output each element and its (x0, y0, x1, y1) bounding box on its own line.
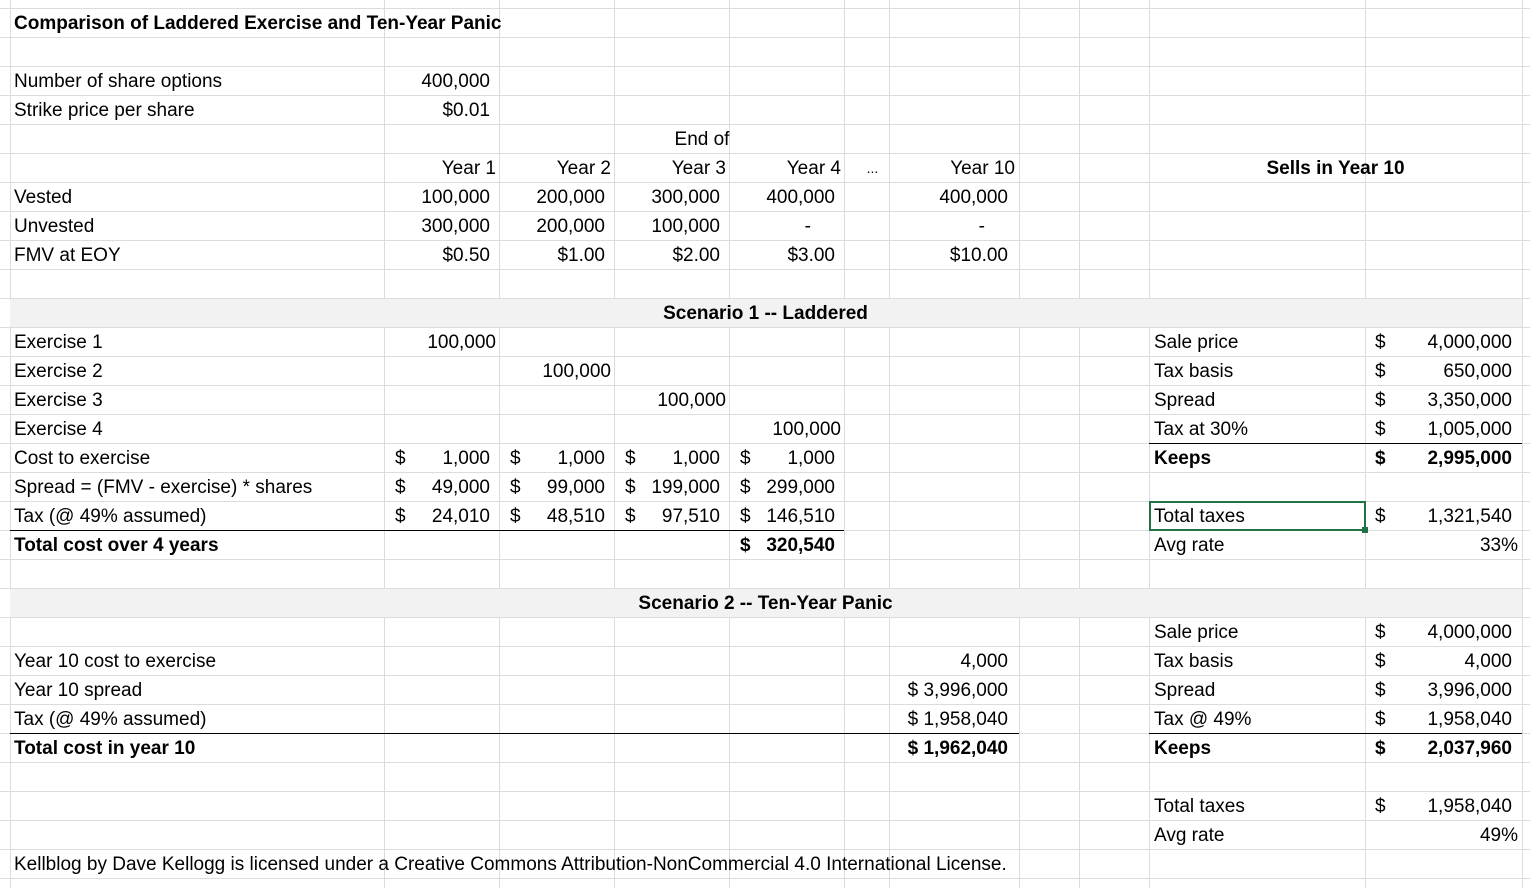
spread-value[interactable]: 299,000 (766, 477, 835, 498)
sale-value[interactable]: 650,000 (1443, 361, 1512, 382)
grid-column-line (499, 0, 500, 888)
input-label[interactable]: Number of share options (14, 71, 223, 92)
currency-symbol: $ (1375, 651, 1386, 672)
avg-rate-label[interactable]: Avg rate (1154, 825, 1225, 846)
keeps-value[interactable]: 2,995,000 (1427, 448, 1512, 469)
currency-symbol: $ (740, 477, 751, 498)
year-header[interactable]: Year 3 (671, 158, 726, 179)
tax-value[interactable]: 48,510 (546, 506, 605, 527)
unvested-value[interactable]: - (804, 216, 811, 237)
currency-symbol: $ (510, 477, 521, 498)
grid-column-line (1079, 0, 1080, 888)
currency-symbol: $ (740, 448, 751, 469)
unvested-value[interactable]: 200,000 (536, 216, 605, 237)
end-of-label[interactable]: End of (674, 129, 730, 150)
currency-symbol: $ (1375, 709, 1386, 730)
sale-label[interactable]: Spread (1154, 680, 1216, 701)
input-value[interactable]: $0.01 (442, 100, 490, 121)
year10-spread-value[interactable]: $ 3,996,000 (907, 680, 1008, 701)
cost-to-exercise-value[interactable]: 1,000 (672, 448, 720, 469)
exercise-label[interactable]: Exercise 3 (14, 390, 103, 411)
avg-rate-value[interactable]: 49% (1479, 825, 1518, 846)
currency-symbol: $ (395, 448, 406, 469)
sale-value[interactable]: 4,000 (1464, 651, 1512, 672)
scenario-2-heading[interactable]: Scenario 2 -- Ten-Year Panic (638, 593, 893, 614)
vested-value[interactable]: 300,000 (651, 187, 720, 208)
total-cost-value[interactable]: 320,540 (766, 535, 835, 556)
unvested-value[interactable]: 300,000 (421, 216, 490, 237)
sale-label[interactable]: Tax basis (1154, 361, 1234, 382)
year10-cost-label[interactable]: Year 10 cost to exercise (14, 651, 217, 672)
sale-label[interactable]: Spread (1154, 390, 1216, 411)
total-taxes-value[interactable]: 1,958,040 (1427, 796, 1512, 817)
fill-handle[interactable] (1362, 527, 1368, 533)
currency-symbol: $ (1375, 622, 1386, 643)
cost-to-exercise-value[interactable]: 1,000 (557, 448, 605, 469)
currency-symbol: $ (1375, 332, 1386, 353)
vested-value[interactable]: 200,000 (536, 187, 605, 208)
exercise-value[interactable]: 100,000 (427, 332, 496, 353)
total-taxes-label[interactable]: Total taxes (1154, 506, 1245, 527)
exercise-label[interactable]: Exercise 4 (14, 419, 103, 440)
currency-symbol: $ (740, 535, 751, 556)
currency-symbol: $ (1375, 390, 1386, 411)
year10-cost-value[interactable]: 4,000 (960, 651, 1008, 672)
fmv-value[interactable]: $2.00 (672, 245, 720, 266)
cost-to-exercise-value[interactable]: 1,000 (442, 448, 490, 469)
spread-value[interactable]: 49,000 (431, 477, 490, 498)
grid-column-line (1149, 0, 1150, 888)
year10-tax-value[interactable]: $ 1,958,040 (907, 709, 1008, 730)
spread-label[interactable]: Spread = (FMV - exercise) * shares (14, 477, 313, 498)
input-label[interactable]: Strike price per share (14, 100, 195, 121)
currency-symbol: $ (510, 448, 521, 469)
exercise-label[interactable]: Exercise 2 (14, 361, 103, 382)
sale-value[interactable]: 1,958,040 (1427, 709, 1512, 730)
currency-symbol: $ (1375, 738, 1386, 759)
keeps-label[interactable]: Keeps (1154, 738, 1212, 759)
sale-value[interactable]: 3,996,000 (1427, 680, 1512, 701)
spread-value[interactable]: 199,000 (651, 477, 720, 498)
year-header[interactable]: Year 10 (950, 158, 1015, 179)
avg-rate-value[interactable]: 33% (1479, 535, 1518, 556)
sale-value[interactable]: 3,350,000 (1427, 390, 1512, 411)
fmv-value[interactable]: $3.00 (787, 245, 835, 266)
fmv-value[interactable]: $1.00 (557, 245, 605, 266)
total-taxes-label[interactable]: Total taxes (1154, 796, 1245, 817)
exercise-value[interactable]: 100,000 (772, 419, 841, 440)
year10-total-label[interactable]: Total cost in year 10 (14, 738, 196, 759)
year10-total-value[interactable]: $ 1,962,040 (907, 738, 1008, 759)
unvested-value[interactable]: 100,000 (651, 216, 720, 237)
grid-column-line (1522, 0, 1523, 888)
sale-label[interactable]: Sale price (1154, 332, 1239, 353)
vested-label[interactable]: Vested (14, 187, 73, 208)
keeps-value[interactable]: 2,037,960 (1427, 738, 1512, 759)
sells-in-year-10-header[interactable]: Sells in Year 10 (1266, 158, 1405, 179)
vested-value[interactable]: 100,000 (421, 187, 490, 208)
avg-rate-label[interactable]: Avg rate (1154, 535, 1225, 556)
year-header[interactable]: Year 1 (441, 158, 496, 179)
currency-symbol: $ (1375, 506, 1386, 527)
year-header[interactable]: Year 2 (556, 158, 611, 179)
total-cost-label[interactable]: Total cost over 4 years (14, 535, 219, 556)
fmv-label[interactable]: FMV at EOY (14, 245, 121, 266)
vested-value[interactable]: 400,000 (766, 187, 835, 208)
currency-symbol: $ (395, 477, 406, 498)
sale-value[interactable]: 4,000,000 (1427, 332, 1512, 353)
currency-symbol: $ (625, 477, 636, 498)
license-text[interactable]: Kellblog by Dave Kellogg is licensed under a Creative Commons Attribution-NonCommercial 4.0 International License. (14, 854, 1007, 875)
sheet-title[interactable]: Comparison of Laddered Exercise and Ten-Year Panic (14, 13, 502, 34)
unvested-value[interactable]: - (978, 216, 985, 237)
total-taxes-value[interactable]: 1,321,540 (1427, 506, 1512, 527)
sale-label[interactable]: Tax basis (1154, 651, 1234, 672)
exercise-label[interactable]: Exercise 1 (14, 332, 103, 353)
cost-to-exercise-label[interactable]: Cost to exercise (14, 448, 151, 469)
tax-value[interactable]: 97,510 (661, 506, 720, 527)
year10-tax-label[interactable]: Tax (@ 49% assumed) (14, 709, 207, 730)
sale-label[interactable]: Tax @ 49% (1154, 709, 1252, 730)
scenario-1-heading[interactable]: Scenario 1 -- Laddered (663, 303, 868, 324)
tax-value[interactable]: 24,010 (431, 506, 490, 527)
currency-symbol: $ (740, 506, 751, 527)
grid-column-line (1019, 0, 1020, 888)
unvested-label[interactable]: Unvested (14, 216, 95, 237)
currency-symbol: $ (1375, 419, 1386, 440)
input-value[interactable]: 400,000 (421, 71, 490, 92)
grid-column-line (614, 0, 615, 888)
tax-label[interactable]: Tax (@ 49% assumed) (14, 506, 207, 527)
currency-symbol: $ (395, 506, 406, 527)
currency-symbol: $ (1375, 796, 1386, 817)
sale-label[interactable]: Tax at 30% (1154, 419, 1248, 440)
grid-column-line (844, 0, 845, 888)
tax-value[interactable]: 146,510 (766, 506, 835, 527)
grid-column-line (1365, 0, 1366, 888)
grid-column-line (384, 0, 385, 888)
year10-spread-label[interactable]: Year 10 spread (14, 680, 143, 701)
keeps-label[interactable]: Keeps (1154, 448, 1212, 469)
fmv-value[interactable]: $0.50 (442, 245, 490, 266)
sale-value[interactable]: 1,005,000 (1427, 419, 1512, 440)
sale-value[interactable]: 4,000,000 (1427, 622, 1512, 643)
sale-label[interactable]: Sale price (1154, 622, 1239, 643)
fmv-value[interactable]: $10.00 (949, 245, 1008, 266)
currency-symbol: $ (510, 506, 521, 527)
cost-to-exercise-value[interactable]: 1,000 (787, 448, 835, 469)
currency-symbol: $ (625, 448, 636, 469)
currency-symbol: $ (1375, 361, 1386, 382)
year-header[interactable]: Year 4 (786, 158, 841, 179)
exercise-value[interactable]: 100,000 (657, 390, 726, 411)
currency-symbol: $ (1375, 448, 1386, 469)
vested-value[interactable]: 400,000 (939, 187, 1008, 208)
grid-column-line (10, 0, 11, 888)
currency-symbol: $ (1375, 680, 1386, 701)
exercise-value[interactable]: 100,000 (542, 361, 611, 382)
year-header-ellipsis[interactable]: ... (866, 160, 879, 176)
currency-symbol: $ (625, 506, 636, 527)
spread-value[interactable]: 99,000 (546, 477, 605, 498)
